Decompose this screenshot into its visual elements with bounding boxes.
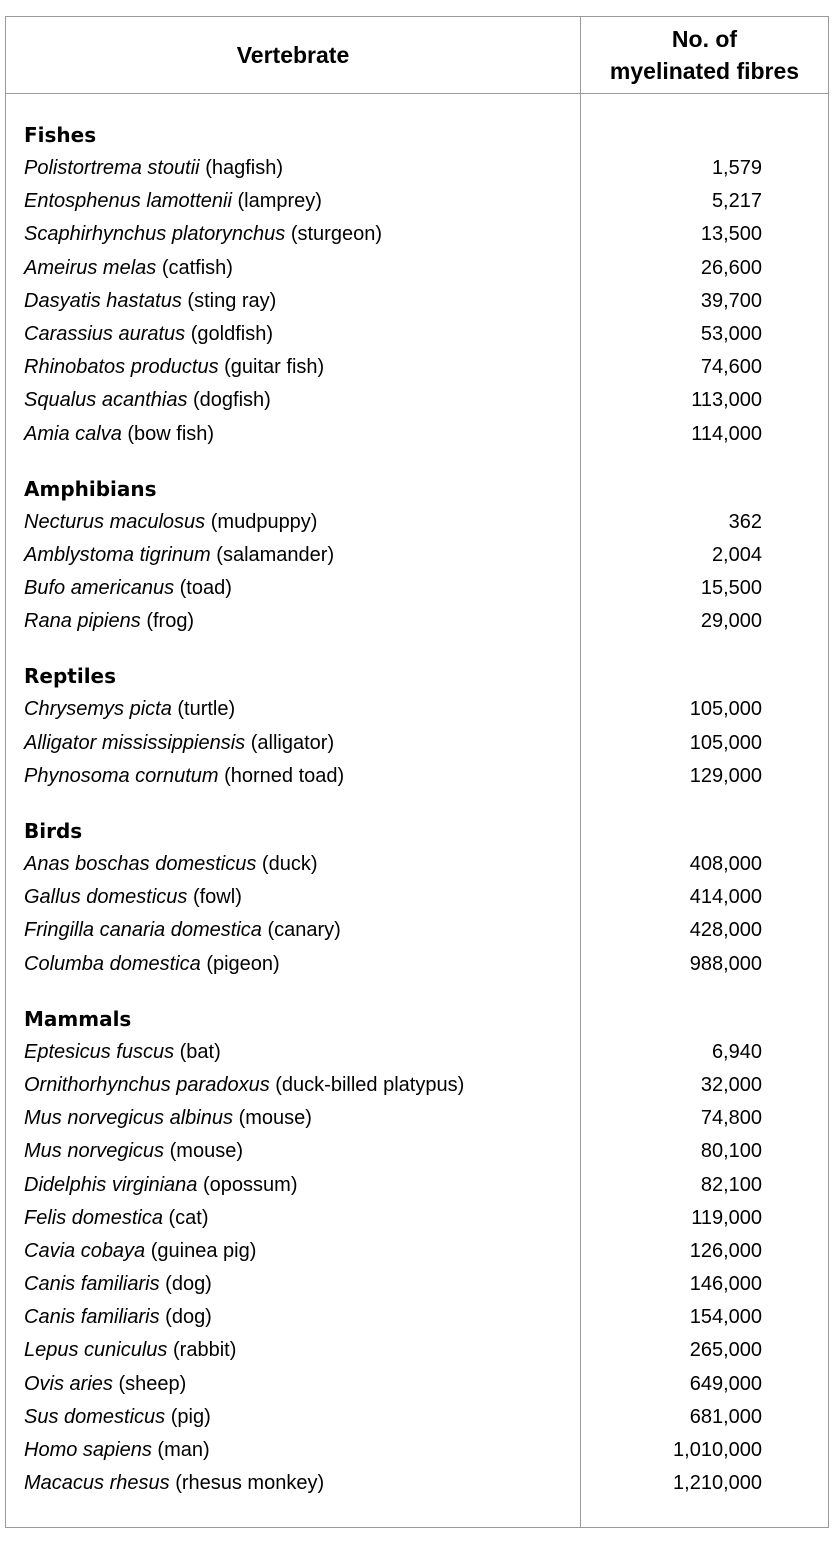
common-name: (toad) xyxy=(179,577,232,600)
fibre-count: 154,000 xyxy=(689,1306,762,1329)
scientific-name: Gallus domesticus xyxy=(24,886,188,909)
species-name xyxy=(24,572,232,605)
common-name: (fowl) xyxy=(192,886,242,909)
species-name xyxy=(24,1368,186,1401)
scientific-name: Sus domesticus xyxy=(24,1405,166,1428)
scientific-name: Squalus acanthias xyxy=(24,389,188,412)
fibre-count: 80,100 xyxy=(700,1140,762,1163)
species-name xyxy=(24,539,334,572)
fibre-count: 6,940 xyxy=(711,1040,762,1063)
fibre-count: 362 xyxy=(728,510,762,533)
table-row xyxy=(6,1401,828,1434)
table-body xyxy=(6,119,828,1522)
common-name: (pig) xyxy=(170,1405,211,1428)
common-name: (dog) xyxy=(165,1273,212,1296)
common-name: (bow fish) xyxy=(127,422,215,445)
table-row xyxy=(6,285,828,318)
fibre-count: 53,000 xyxy=(700,322,762,345)
species-name xyxy=(24,218,382,251)
common-name: (rhesus monkey) xyxy=(175,1472,325,1495)
common-name: (horned toad) xyxy=(224,764,345,787)
table-row xyxy=(6,1069,828,1102)
group-mammals xyxy=(6,1003,828,1501)
table-row xyxy=(6,1135,828,1168)
species-name xyxy=(24,727,334,760)
common-name: (turtle) xyxy=(177,698,236,721)
species-name xyxy=(24,881,242,914)
common-name: (alligator) xyxy=(250,731,335,754)
fibre-count: 1,010,000 xyxy=(673,1439,762,1461)
species-name xyxy=(24,1036,221,1069)
table-row xyxy=(6,693,828,726)
table-row xyxy=(6,506,828,539)
table-row xyxy=(6,1036,828,1069)
species-name xyxy=(24,1135,243,1168)
common-name: (man) xyxy=(157,1439,210,1461)
common-name: (mouse) xyxy=(169,1140,243,1163)
scientific-name: Lepus cuniculus xyxy=(24,1339,168,1362)
scientific-name: Chrysemys picta xyxy=(24,698,172,721)
fibre-count: 126,000 xyxy=(689,1239,762,1262)
table-row xyxy=(6,760,828,793)
scientific-name: Homo sapiens xyxy=(24,1439,152,1461)
group-birds xyxy=(6,815,828,981)
species-name xyxy=(24,1069,464,1102)
fibre-count: 113,000 xyxy=(691,389,762,412)
common-name: (opossum) xyxy=(203,1173,298,1196)
table-row xyxy=(6,1467,828,1500)
table-row xyxy=(6,152,828,185)
common-name: (duck) xyxy=(261,853,318,875)
fibre-count: 681,000 xyxy=(689,1405,762,1428)
scientific-name: Polistortrema stoutii xyxy=(24,157,200,179)
table-row xyxy=(6,1334,828,1367)
species-name xyxy=(24,1268,212,1301)
scientific-name: Eptesicus fuscus xyxy=(24,1040,175,1063)
common-name: (bat) xyxy=(179,1040,221,1063)
species-name xyxy=(24,1102,312,1135)
fibre-count: 146,000 xyxy=(689,1273,762,1296)
fibre-count: 74,800 xyxy=(700,1107,762,1130)
species-name xyxy=(24,1169,297,1202)
scientific-name: Amblystoma tigrinum xyxy=(24,543,211,566)
species-name xyxy=(24,1202,209,1235)
species-name xyxy=(24,506,317,539)
column-header-fibres-line1: No. of xyxy=(671,26,738,52)
fibre-count: 32,000 xyxy=(700,1073,762,1096)
common-name: (goldfish) xyxy=(190,322,274,345)
species-name xyxy=(24,252,233,285)
common-name: (guinea pig) xyxy=(150,1239,257,1262)
fibre-count: 13,500 xyxy=(700,223,762,246)
species-name xyxy=(24,152,283,185)
common-name: (catfish) xyxy=(161,256,233,279)
group-heading: Fishes xyxy=(24,123,97,147)
table-row xyxy=(6,727,828,760)
table-row xyxy=(6,1368,828,1401)
common-name: (pigeon) xyxy=(206,952,280,975)
scientific-name: Phynosoma cornutum xyxy=(24,764,219,787)
scientific-name: Ovis aries xyxy=(24,1372,113,1395)
fibre-count: 15,500 xyxy=(700,577,762,600)
table-row xyxy=(6,218,828,251)
table-row xyxy=(6,1169,828,1202)
table-row xyxy=(6,1301,828,1334)
scientific-name: Bufo americanus xyxy=(24,577,175,600)
scientific-name: Ornithorhynchus paradoxus xyxy=(24,1073,270,1096)
species-name xyxy=(24,848,317,881)
scientific-name: Alligator mississippiensis xyxy=(24,731,246,754)
fibre-count: 129,000 xyxy=(689,764,762,787)
column-header-fibres-line2: myelinated fibres xyxy=(609,58,800,84)
group-heading: Reptiles xyxy=(24,664,117,689)
scientific-name: Anas boschas domesticus xyxy=(24,853,257,875)
species-name xyxy=(24,384,271,417)
table-row xyxy=(6,881,828,914)
fibre-count: 119,000 xyxy=(691,1206,762,1229)
group-heading: Amphibians xyxy=(24,476,157,501)
scientific-name: Amia calva xyxy=(24,422,122,445)
common-name: (dog) xyxy=(165,1306,212,1329)
species-name xyxy=(24,318,273,351)
fibre-count: 39,700 xyxy=(700,289,762,312)
group-heading: Mammals xyxy=(24,1006,132,1031)
column-header-fibres xyxy=(581,17,828,93)
species-name xyxy=(24,605,194,638)
species-name xyxy=(24,1301,212,1334)
scientific-name: Canis familiaris xyxy=(24,1306,160,1329)
scientific-name: Necturus maculosus xyxy=(24,510,206,533)
table-row xyxy=(6,848,828,881)
fibre-count: 988,000 xyxy=(689,952,762,975)
table-row xyxy=(6,418,828,451)
scientific-name: Mus norvegicus albinus xyxy=(24,1107,233,1130)
common-name: (mouse) xyxy=(238,1107,312,1130)
common-name: (guitar fish) xyxy=(224,356,325,379)
table-row xyxy=(6,572,828,605)
common-name: (dogfish) xyxy=(193,389,271,412)
fibre-count: 5,217 xyxy=(711,190,762,213)
fibre-count: 114,000 xyxy=(691,422,762,445)
fibre-count: 26,600 xyxy=(700,256,762,279)
fibre-count: 105,000 xyxy=(689,698,762,721)
column-header-vertebrate: Vertebrate xyxy=(236,41,350,68)
species-name xyxy=(24,914,341,947)
fibre-count: 265,000 xyxy=(689,1339,762,1362)
scientific-name: Didelphis virginiana xyxy=(24,1173,198,1196)
species-name xyxy=(24,760,344,793)
table-row xyxy=(6,318,828,351)
fibre-count: 649,000 xyxy=(689,1372,762,1395)
table-row xyxy=(6,914,828,947)
table-row xyxy=(6,185,828,218)
scientific-name: Columba domestica xyxy=(24,952,201,975)
fibre-count: 2,004 xyxy=(711,543,762,566)
scientific-name: Felis domestica xyxy=(24,1206,163,1229)
common-name: (sheep) xyxy=(118,1372,187,1395)
common-name: (lamprey) xyxy=(237,190,322,213)
scientific-name: Cavia cobaya xyxy=(24,1239,146,1262)
scientific-name: Ameirus melas xyxy=(24,256,157,279)
scientific-name: Mus norvegicus xyxy=(24,1140,165,1163)
scientific-name: Macacus rhesus xyxy=(24,1472,170,1495)
common-name: (sting ray) xyxy=(187,289,277,312)
fibre-count: 29,000 xyxy=(700,610,762,633)
table-row xyxy=(6,605,828,638)
table-row xyxy=(6,1434,828,1467)
fibre-count: 408,000 xyxy=(689,853,762,875)
species-name xyxy=(24,1235,256,1268)
table-row xyxy=(6,1235,828,1268)
table-row xyxy=(6,1202,828,1235)
scientific-name: Entosphenus lamottenii xyxy=(24,190,232,213)
scientific-name: Rana pipiens xyxy=(24,610,141,633)
group-heading: Birds xyxy=(24,819,83,843)
common-name: (rabbit) xyxy=(173,1339,237,1362)
table-row xyxy=(6,948,828,981)
species-name xyxy=(24,1334,236,1367)
table-row xyxy=(6,1102,828,1135)
fibre-count-table xyxy=(5,16,829,1528)
scientific-name: Fringilla canaria domestica xyxy=(24,919,262,942)
species-name xyxy=(24,185,322,218)
table-row xyxy=(6,1268,828,1301)
fibre-count: 1,579 xyxy=(711,157,762,179)
group-amphibians xyxy=(6,473,828,639)
common-name: (canary) xyxy=(267,919,341,942)
common-name: (frog) xyxy=(146,610,195,633)
species-name xyxy=(24,1401,211,1434)
table-row xyxy=(6,539,828,572)
common-name: (sturgeon) xyxy=(290,223,382,246)
species-name xyxy=(24,1434,210,1467)
fibre-count: 74,600 xyxy=(700,356,762,379)
species-name xyxy=(24,948,280,981)
scientific-name: Rhinobatos productus xyxy=(24,356,219,379)
group-reptiles xyxy=(6,660,828,793)
scientific-name: Dasyatis hastatus xyxy=(24,289,182,312)
header-divider xyxy=(6,93,828,94)
common-name: (mudpuppy) xyxy=(210,510,318,533)
species-name xyxy=(24,285,276,318)
species-name xyxy=(24,1467,324,1500)
table-row xyxy=(6,252,828,285)
fibre-count: 428,000 xyxy=(689,919,762,942)
species-name xyxy=(24,693,235,726)
scientific-name: Carassius auratus xyxy=(24,322,186,345)
common-name: (duck-billed platypus) xyxy=(275,1073,465,1096)
fibre-count: 414,000 xyxy=(689,886,762,909)
fibre-count: 105,000 xyxy=(689,731,762,754)
fibre-count: 1,210,000 xyxy=(673,1472,762,1495)
group-fishes xyxy=(6,119,828,451)
table-row xyxy=(6,384,828,417)
common-name: (cat) xyxy=(168,1206,209,1229)
fibre-count: 82,100 xyxy=(700,1173,762,1196)
common-name: (hagfish) xyxy=(205,157,283,179)
species-name xyxy=(24,418,214,451)
scientific-name: Canis familiaris xyxy=(24,1273,160,1296)
table-row xyxy=(6,351,828,384)
species-name xyxy=(24,351,324,384)
scientific-name: Scaphirhynchus platorynchus xyxy=(24,223,286,246)
common-name: (salamander) xyxy=(216,543,335,566)
